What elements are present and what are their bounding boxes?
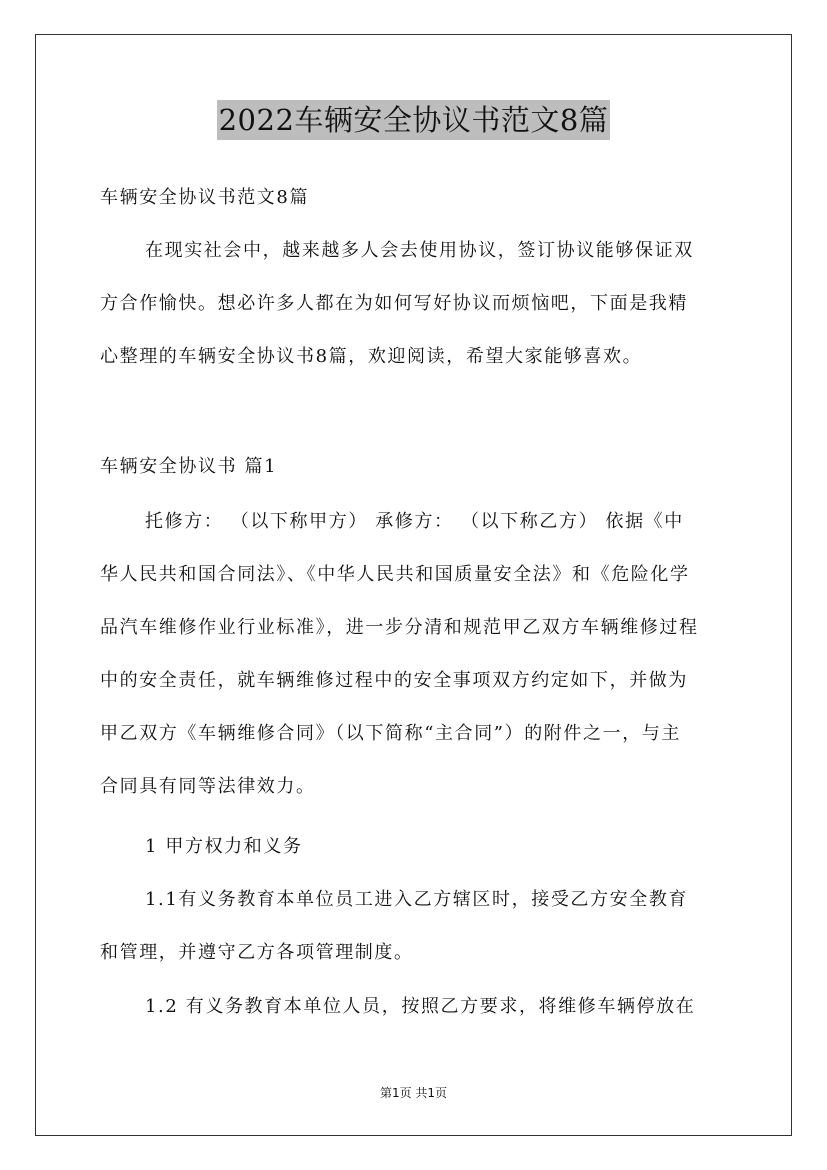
paragraph-line: 华人民共和国合同法》、《中华人民共和国质量安全法》和《危险化学 [100,564,690,585]
title-container [0,100,827,140]
subtitle-line: 车辆安全协议书范文8篇 [100,187,310,208]
page-footer: 第1页 共1页 [379,1086,448,1100]
paragraph-line: 中的安全责任，就车辆维修过程中的安全事项双方约定如下，并做为 [100,670,688,691]
clause-heading: 1 甲方权力和义务 [145,836,303,857]
clause-line: 1.2 有义务教育本单位人员，按照乙方要求，将维修车辆停放在 [145,996,696,1017]
paragraph-line: 品汽车维修作业行业标准》，进一步分清和规范甲乙双方车辆维修过程 [100,617,699,638]
paragraph-line: 托修方： （以下称甲方） 承修方： （以下称乙方） 依据《中 [145,511,684,532]
paragraph-line: 心整理的车辆安全协议书8篇，欢迎阅读，希望大家能够喜欢。 [100,346,643,367]
paragraph-line: 甲乙双方《车辆维修合同》（以下简称“主合同”）的附件之一，与主 [100,723,682,744]
paragraph-line: 合同具有同等法律效力。 [100,776,316,797]
paragraph-line: 在现实社会中，越来越多人会去使用协议，签订协议能够保证双 [145,240,694,261]
section-heading: 车辆安全协议书 篇1 [100,456,278,477]
clause-line: 1.1有义务教育本单位员工进入乙方辖区时，接受乙方安全教育 [145,889,689,910]
paragraph-line: 方合作愉快。想必许多人都在为如何写好协议而烦恼吧，下面是我精 [100,293,688,314]
document-title: 2022车辆安全协议书范文8篇 [217,100,611,140]
clause-line: 和管理，并遵守乙方各项管理制度。 [100,942,414,963]
